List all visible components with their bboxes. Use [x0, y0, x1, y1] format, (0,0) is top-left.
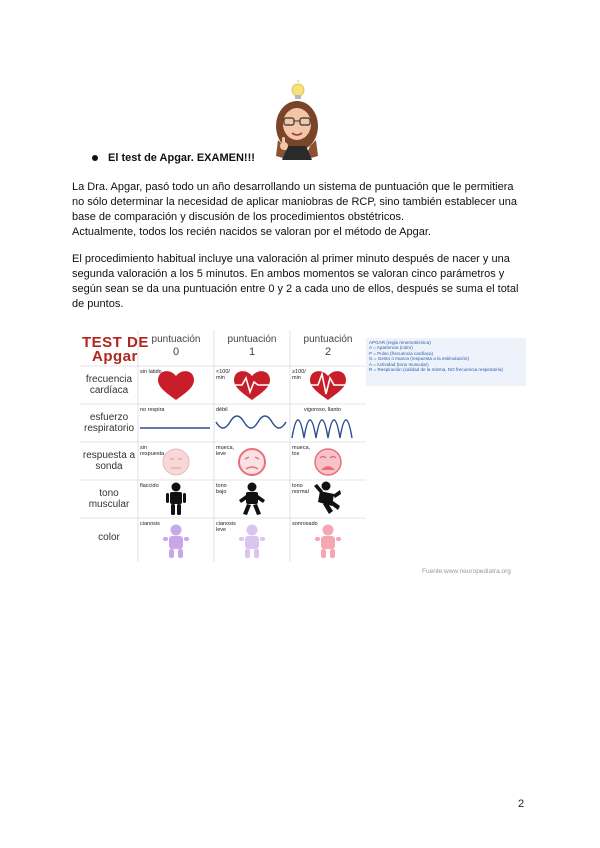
legend-line: A = Apariencia (color) — [369, 345, 413, 351]
paragraph-2 — [72, 252, 532, 312]
cell-response-1: mueca, leve — [216, 445, 235, 457]
baby-pink-icon — [315, 525, 341, 559]
apgar-table — [80, 330, 366, 562]
header-score-1: puntuación 1 — [227, 334, 277, 358]
table-title-line1: TEST DE — [82, 334, 149, 351]
bullet-icon — [92, 155, 98, 161]
cell-tone-1: tono bajo — [216, 483, 227, 495]
cell-response-2: mueca, tos — [292, 445, 311, 457]
row-label-heart-rate: frecuencia cardíaca — [85, 374, 133, 396]
paragraph-line: según sean se da una puntuación entre 0 y 2 a cada uno de ellos, después se suma el total — [72, 283, 519, 295]
table-title-line2: Apgar — [92, 348, 138, 365]
face-grimace-icon — [239, 449, 265, 475]
bullet-heading — [92, 152, 255, 164]
cell-heart-1: <100/ min — [216, 369, 230, 381]
baby-normal-tone-icon — [314, 482, 341, 515]
baby-flaccid-icon — [166, 483, 186, 516]
cell-resp-1: débil — [216, 407, 228, 413]
baby-low-tone-icon — [239, 483, 265, 516]
heart-icon — [158, 371, 194, 400]
paragraph-line: no sólo determinar la necesidad de aplicar maniobras de RCP, sino también establecer una — [72, 196, 517, 208]
avatar-illustration — [270, 80, 324, 160]
paragraph-line: La Dra. Apgar, pasó todo un año desarrollando un sistema de puntuación que le permitiera — [72, 181, 514, 193]
wave-strong-icon — [292, 420, 352, 438]
lightbulb-icon — [292, 80, 304, 99]
cell-tone-2: tono normal — [292, 483, 309, 495]
baby-cyanosis-icon — [163, 525, 189, 559]
row-label-respiratory-effort: esfuerzo respiratorio — [83, 412, 135, 434]
legend-line: A = Actividad (tono muscular) — [369, 361, 429, 367]
paragraph-line: Actualmente, todos los recién nacidos se valoran por el método de Apgar. — [72, 226, 431, 238]
cell-tone-0: flaccido — [140, 483, 159, 489]
header-score-0: puntuación 0 — [151, 334, 201, 358]
wave-weak-icon — [216, 416, 286, 428]
row-label-response: respuesta a sonda — [82, 450, 136, 472]
legend-line: R = Respiración (calidad de la misma, NO frecuencia respiratoria) — [369, 367, 503, 373]
heart-pulse-icon — [232, 371, 272, 400]
cell-resp-0: no respira — [140, 407, 165, 413]
image-source: Fuente:www.neuropediatra.org — [422, 568, 511, 575]
paragraph-line: de puntos. — [72, 298, 124, 310]
baby-mild-cyanosis-icon — [239, 525, 265, 559]
header-score-2: puntuación 2 — [303, 334, 353, 358]
row-label-color: color — [98, 532, 120, 543]
row-label-muscle-tone: tono muscular — [88, 488, 130, 510]
paragraph-line: El procedimiento habitual incluye una valoración al primer minuto después de nacer y una — [72, 253, 510, 265]
cell-resp-2: vigoroso, llanto — [304, 407, 341, 413]
paragraph-line: base de comparación y discusión de los procedimientos obstétricos. — [72, 211, 405, 223]
paragraph-line: segunda valoración a los 5 minutos. En ambos momentos se valoran cinco parámetros y — [72, 268, 505, 280]
legend-line: APGAR (regla mnemotécnica) — [369, 340, 431, 345]
apgar-mnemonic-legend — [366, 338, 526, 386]
legend-line: P = Pulso (frecuencia cardíaca) — [369, 350, 434, 356]
face-neutral-icon — [163, 449, 189, 475]
table-pictograms — [80, 330, 366, 562]
paragraph-1 — [72, 180, 532, 240]
cell-color-2: sonrosado — [292, 521, 318, 527]
cell-color-1: cianosis leve — [216, 521, 236, 533]
page-number: 2 — [518, 798, 525, 810]
cell-color-0: cianosis — [140, 521, 160, 527]
heading-text: El test de Apgar. EXAMEN!!! — [108, 152, 255, 164]
cell-heart-2: ≥100/ min — [292, 369, 306, 381]
cell-heart-0: sin latido — [140, 369, 162, 375]
cell-response-0: sin respuesta — [140, 445, 165, 457]
legend-line: G = Gesto o mueca (respuesta a la estimulación) — [369, 356, 469, 362]
heart-pulse-icon — [308, 371, 348, 400]
face-crying-icon — [315, 449, 341, 475]
